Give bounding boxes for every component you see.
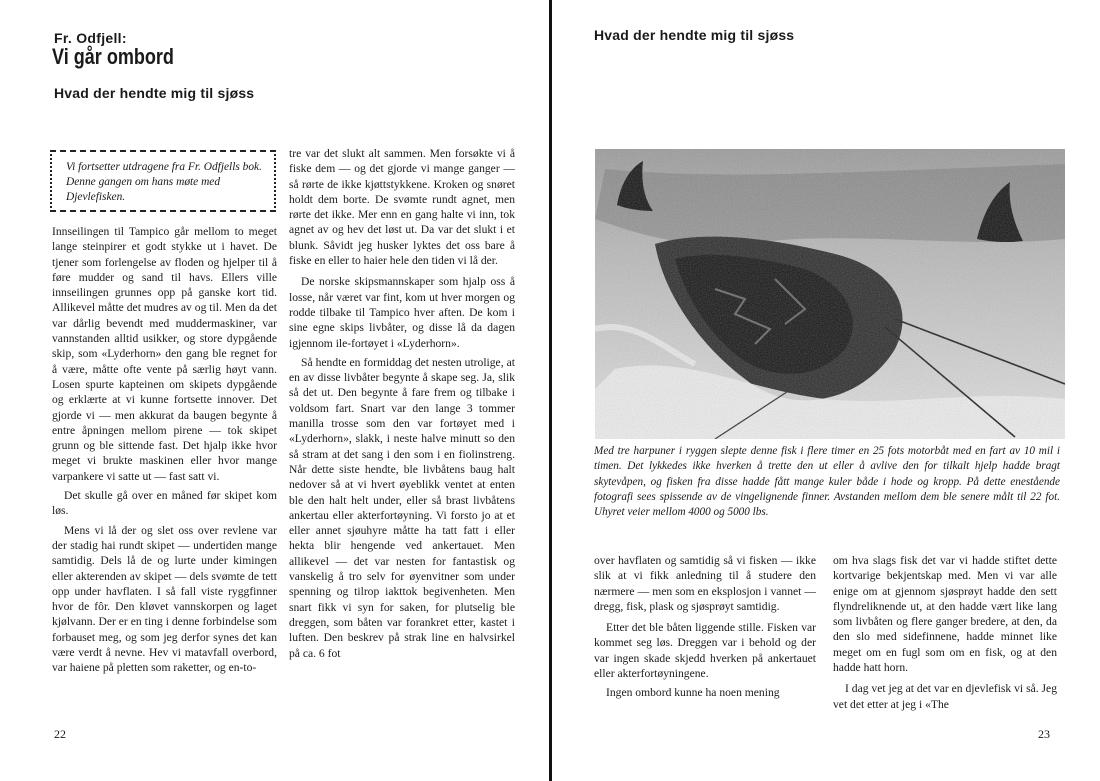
intro-box: Vi fortsetter utdragene fra Fr. Odfjells bok. Denne gangen om hans møte med Djevlefisken. [50, 150, 276, 212]
paragraph: Ingen ombord kunne ha noen mening [606, 686, 780, 700]
right-page [552, 0, 1100, 781]
paragraph: Det skulle gå over en måned før skipet kom løs. [52, 489, 277, 518]
page-number: 23 [1038, 727, 1050, 741]
paragraph: Innseilingen til Tampico går mellom to meget lange steinpirer et godt stykke ut i havet. De tjener som forlengelse av floden og hjelper til å føre mudder og sand til havs. Ellers ville innseilingen grunnes opp på ganske kort tid. Allikevel måtte det mudres av og til. Men da det var dårlig bevendt med muddermaskiner, var vannstanden alltid usikker, og store dypgående skip, som «Lyderhorn» den gang ble regnet for å være, måtte ofte vente på særlig høyt vann. Losen spurte kapteinen om skipets dypgående og erklærte at vi kunne fortsette innover. Det gjorde vi — men akkurat da baugen begynte å entre åpningen mellom pirene — tok skipet grunn og ble sittende fast. Det hjalp ikke hvor meget vi brukte maskinen eller hvor mange varpankere vi satte ut — fast satt vi. [52, 225, 277, 483]
text-column-1 [594, 553, 816, 705]
text-column-2 [289, 146, 515, 665]
paragraph: I dag vet jeg at det var en djevlefisk vi så. Jeg vet det etter at jeg i «The [833, 682, 1057, 711]
text-column-2 [833, 553, 1057, 716]
paragraph: om hva slags fisk det var vi hadde stiftet dette kortvarige bekjentskap med. Men vi var alle enige om at gjennom sjøsprøyt hadde den sett flyndreliknende ut, at den hadde vært like lang som livbåten og flere ganger bredere, at den, da den slo med sidefinnene, hadde minnet like meget om en fugl som om en fisk, og at den hadde hatt horn. [833, 554, 1057, 675]
photo-caption: Med tre harpuner i ryggen slepte denne fisk i flere timer en 25 fots motorbåt med en fart av 10 mil i timen. Det lykkedes ikke hverken å trette den ut eller å avlive den for tilkalt hjelp hadde bragt skytevåpen, og fisken fra disse hadde fått mange kuler både i hode og kropp. På dette enestående fotografi sees spissende av de vingelignende finner. Avstanden mellom dem ble senere målt til 22 fot. Uhyret veier mellom 4000 og 5000 lbs. [594, 445, 1060, 519]
paragraph: Så hendte en formiddag det nesten utrolige, at en av disse livbåter begynte å skape seg. Ja, slik så det ut. Den begynte å fare frem og tilbake i voldsom fart. Snart var den lange 3 tommer manilla trosse som den var fortøyet med i «Lyderhorn», slakk, i neste halve minutt so den så stram at det sang i den som i en fiolinstreng. Når dette siste hendte, ble livbåtens baug halt nedover så at vi hvert øyeblikk ventet at enten ble den halt helt under, eller så brast livbåtens ankertau eller akterfortøyning. Vi forsto jo at et eller annet sjøuhyre måtte ha tatt fatt i eller hekta blir hengende ved ankertauet. Men allikevel — det var nesten for fantastisk og vanskelig å tro selv for øyenvitner som under spenning og tilrop iakttok begivenheten. Men snart fikk vi syn for saken, for plutselig ble dreggen, som båten var forankret etter, kastet i luften. Den beskrev på strak line en halvsirkel på ca. 6 fot [289, 355, 515, 660]
paragraph: Mens vi lå der og slet oss over revlene var der stadig hai rundt skipet — undertiden mange samtidig. Dels lå de og lurte under kimingen eller akterenden av skipet — dels svømte de tett opp under havflaten. I så fall viste ryggfinner hvor de fôr. Den kløvet vannskorpen og laget kjølvann. Der er en ting i denne forbindelse som forbauset meg, og som jeg derfor synes det kan være verdt å nevne. Hev vi matavfall overbord, var haiene på pletten som raketter, og en-to- [52, 523, 277, 675]
author-line: Fr. Odfjell: [54, 30, 127, 46]
paragraph: De norske skipsmannskaper som hjalp oss å losse, når været var fint, kom ut hver morgen og rodde tilbake til Tampico hver aften. De kom i sine egne skips livbåter, og disse lå da dagen igjennom ile-fortøyet i «Lyderhorn». [289, 275, 515, 350]
page-number: 22 [54, 727, 66, 741]
running-header: Hvad der hendte mig til sjøss [594, 27, 795, 43]
article-title: Vi går ombord [52, 44, 174, 69]
devilfish-photo [595, 149, 1065, 439]
text-column-1 [52, 224, 277, 680]
article-subtitle: Hvad der hendte mig til sjøss [54, 85, 255, 101]
paragraph: over havflaten og samtidig så vi fisken — ikke slik at vi fikk anledning til å studere den nærmere — men som en eksplosjon i vannet — dregg, fisk, plask og sjøsprøyt samtidig. [594, 554, 816, 613]
paragraph: Etter det ble båten liggende stille. Fisken var kommet seg løs. Dreggen var i behold og der var ingen skade skjedd hverken på ankertauet eller akterfortøyningene. [594, 621, 816, 681]
paragraph: tre var det slukt alt sammen. Men forsøkte vi å fiske dem — og det gjorde vi mange ganger — så rørte de ikke kjøttstykkene. Kroken og snøret holdt dem borte. De svømte rundt agnet, men rørte det ikke. Mer enn en gang halte vi inn, tok agnet av og hev det løst ut. Da var det slukt i et blunk. Såvidt jeg husker lyktes det oss bare å fiske en eller to haier hele den tiden vi lå der. [289, 147, 515, 268]
